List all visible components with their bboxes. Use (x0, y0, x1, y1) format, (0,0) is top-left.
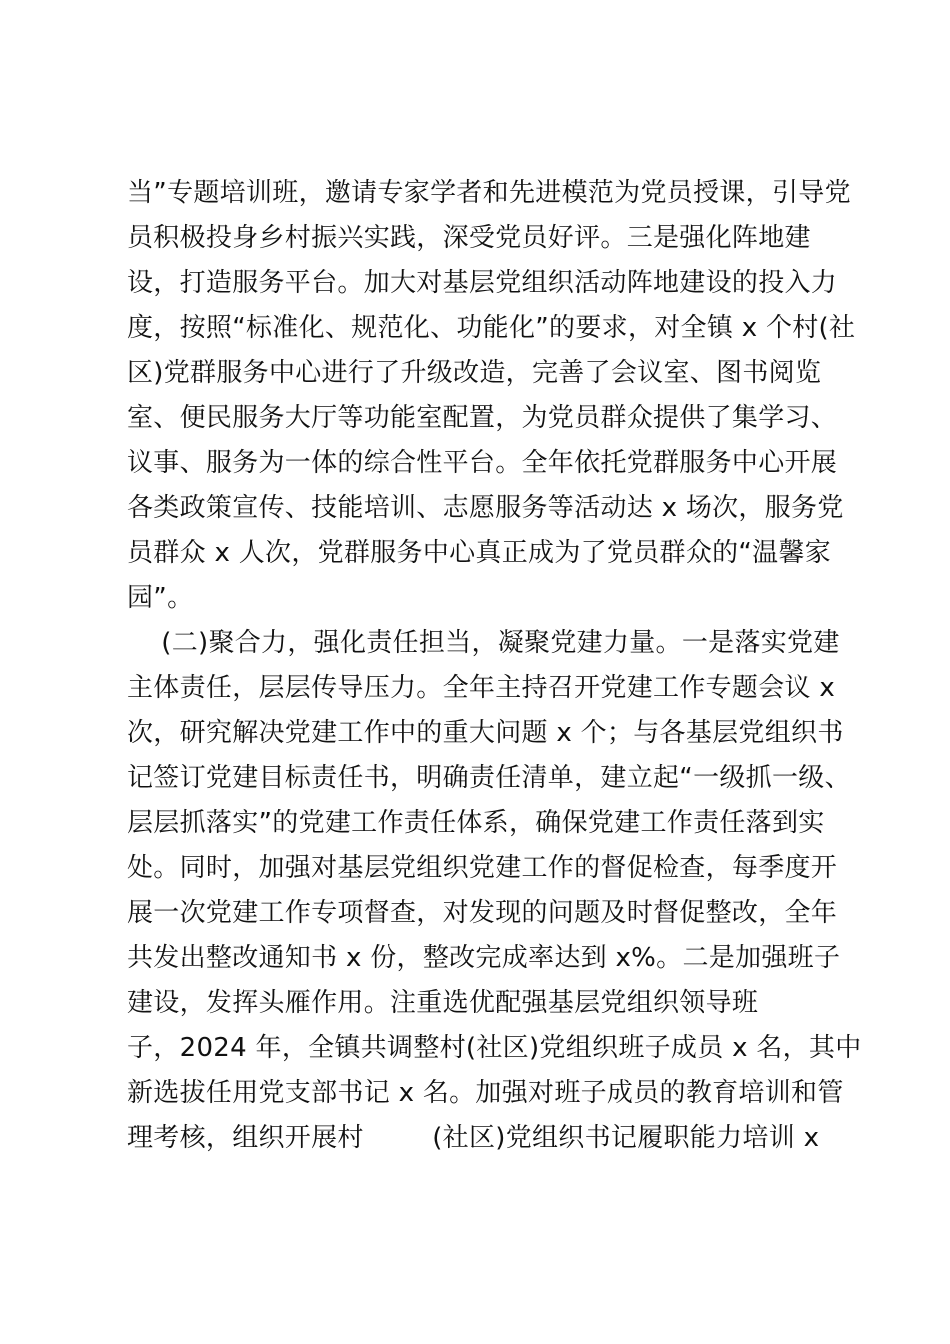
text-line: 设，打造服务平台。加大对基层党组织活动阵地建设的投入力 (127, 268, 838, 298)
text-line: 员群众 x 人次，党群服务中心真正成为了党员群众的“温馨家 (127, 538, 832, 568)
text-line: 园”。 (127, 583, 194, 613)
text-line: 各类政策宣传、技能培训、志愿服务等活动达 x 场次，服务党 (127, 493, 844, 523)
text-line: 次，研究解决党建工作中的重大问题 x 个；与各基层党组织书 (127, 718, 844, 748)
text-line: 记签订党建目标责任书，明确责任清单，建立起“一级抓一级、 (127, 763, 851, 793)
text-line: 主体责任，层层传导压力。全年主持召开党建工作专题会议 x (127, 673, 836, 703)
text-line: (二)聚合力，强化责任担当，凝聚党建力量。一是落实党建 (127, 628, 840, 658)
text-line: 议事、服务为一体的综合性平台。全年依托党群服务中心开展 (127, 448, 838, 478)
text-line: 展一次党建工作专项督查，对发现的问题及时督促整改，全年 (127, 898, 838, 928)
text-line: 建设，发挥头雁作用。注重选优配强基层党组织领导班 (127, 988, 759, 1018)
text-line: 员积极投身乡村振兴实践，深受党员好评。三是强化阵地建 (127, 223, 811, 253)
text-line: 室、便民服务大厅等功能室配置，为党员群众提供了集学习、 (127, 403, 838, 433)
text-line: 层层抓落实”的党建工作责任体系，确保党建工作责任落到实 (127, 808, 825, 838)
text-line: 处。同时，加强对基层党组织党建工作的督促检查，每季度开 (127, 853, 838, 883)
text-line: 子，2024 年，全镇共调整村(社区)党组织班子成员 x 名，其中 (127, 1033, 862, 1063)
text-line: 新选拔任用党支部书记 x 名。加强对班子成员的教育培训和管 (127, 1078, 844, 1108)
text-line: 共发出整改通知书 x 份，整改完成率达到 x%。二是加强班子 (127, 943, 841, 973)
text-line: 理考核，组织开展村 (社区)党组织书记履职能力培训 x (127, 1123, 820, 1153)
text-line: 区)党群服务中心进行了升级改造，完善了会议室、图书阅览 (127, 358, 822, 388)
text-line: 当”专题培训班，邀请专家学者和先进模范为党员授课，引导党 (127, 178, 851, 208)
text-line: 度，按照“标准化、规范化、功能化”的要求，对全镇 x 个村(社 (127, 313, 856, 343)
